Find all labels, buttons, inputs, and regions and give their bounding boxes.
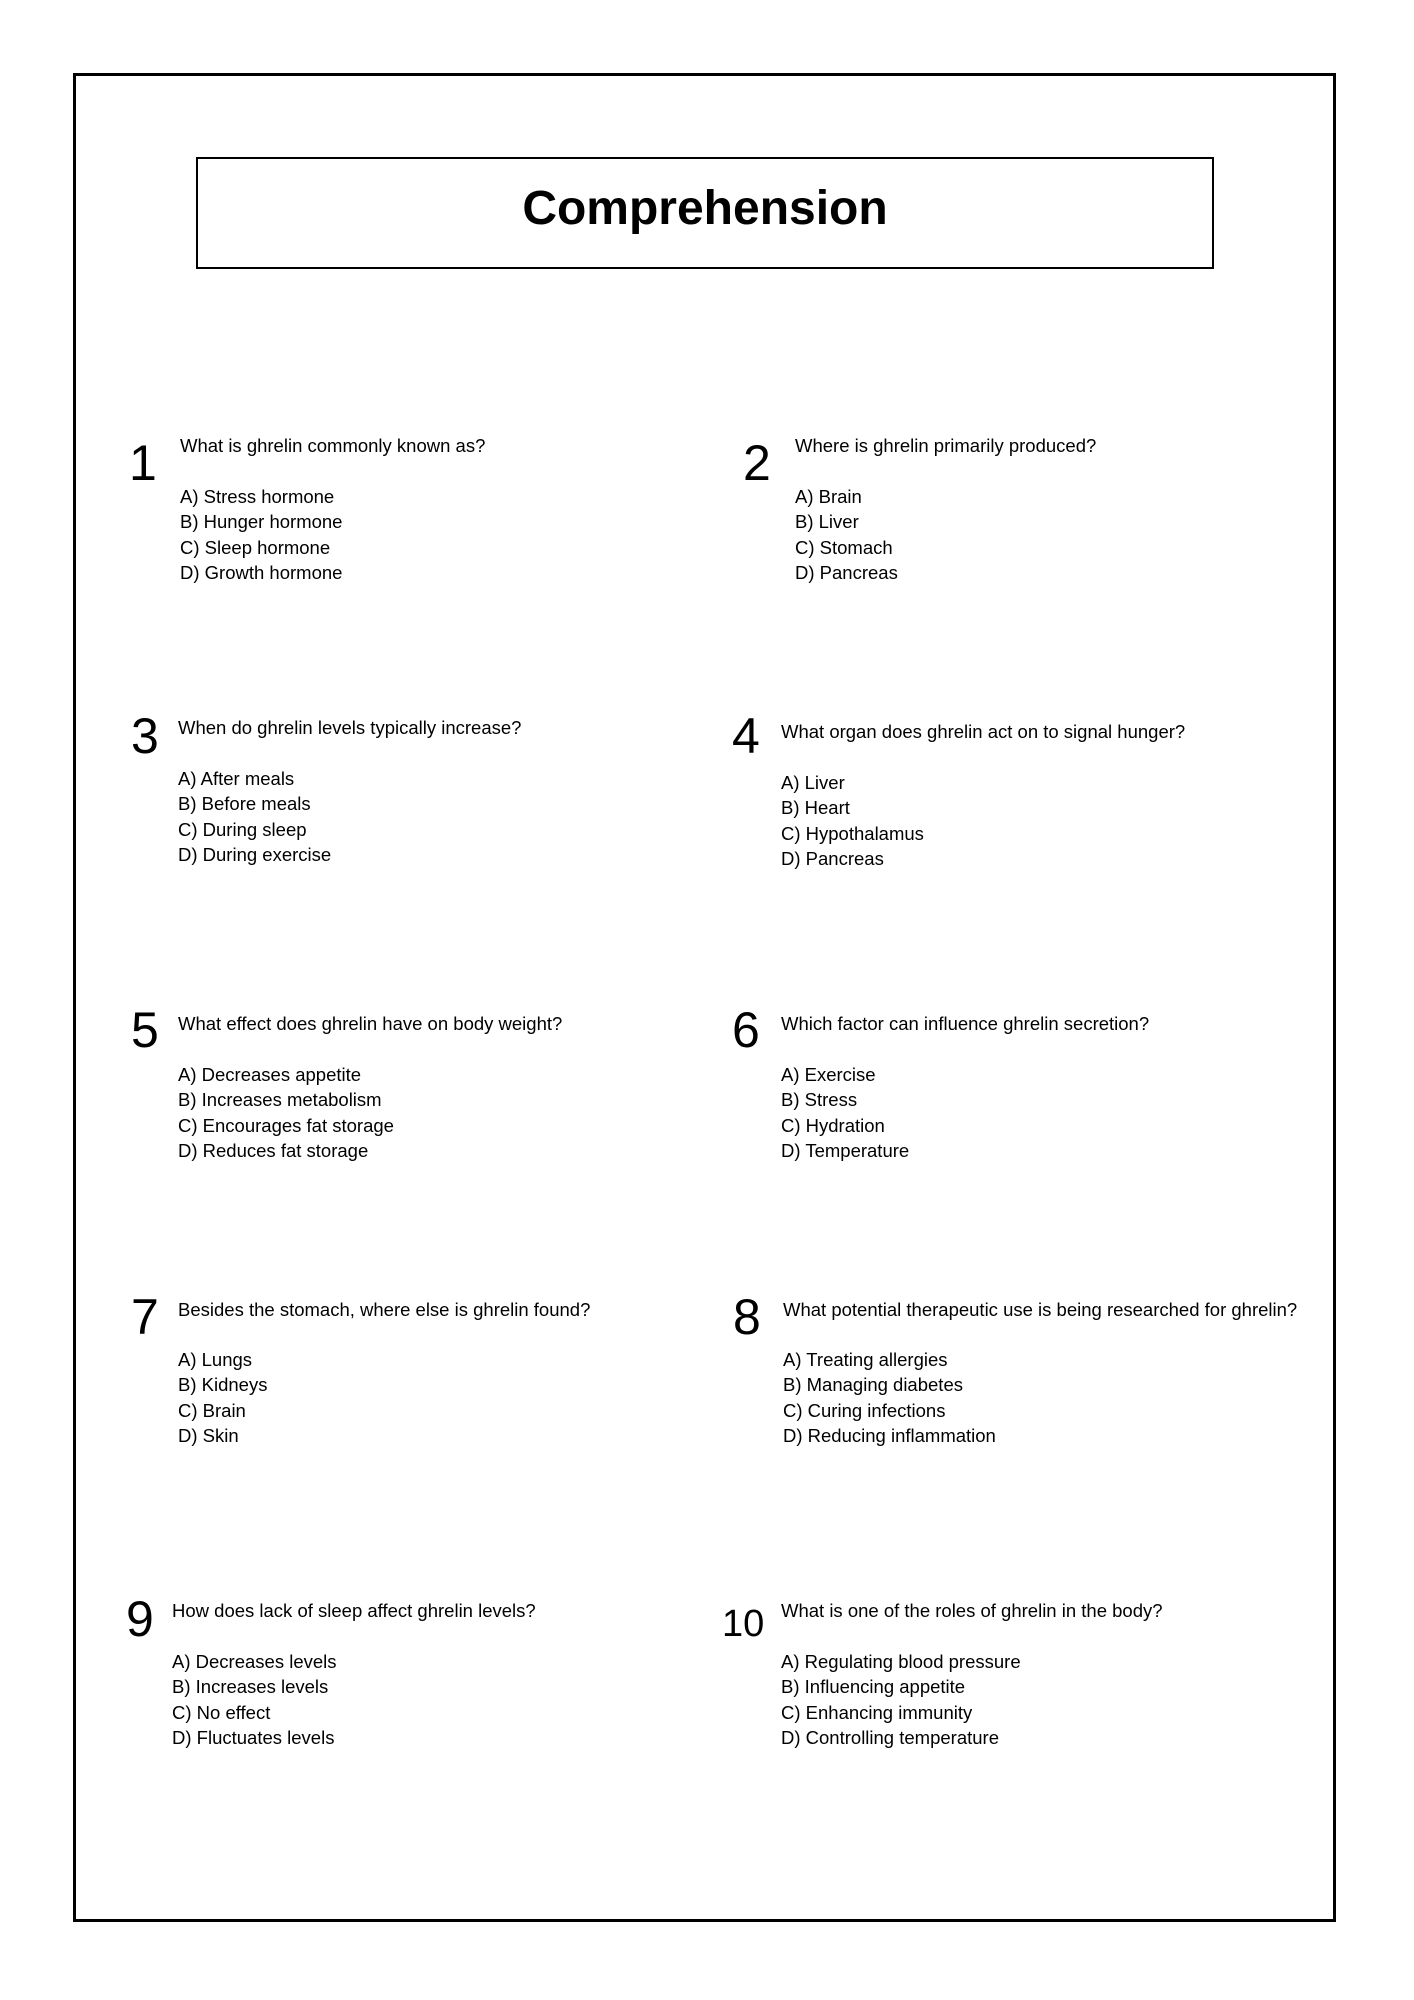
- answer-option: D) Pancreas: [781, 847, 884, 869]
- question-text: Which factor can influence ghrelin secretion?: [781, 1013, 1150, 1034]
- answer-option: C) Curing infections: [783, 1399, 946, 1421]
- question-number: 1: [129, 435, 157, 491]
- answer-option: B) Increases metabolism: [178, 1089, 382, 1111]
- answer-options: [795, 484, 898, 585]
- answer-option: A) Lungs: [178, 1349, 253, 1370]
- answer-option: A) Decreases levels: [172, 1651, 337, 1672]
- question-number: 5: [131, 1002, 159, 1058]
- question-text: What potential therapeutic use is being researched for ghrelin?: [783, 1299, 1298, 1320]
- page-border: [73, 73, 1336, 1922]
- answer-option: C) Hydration: [781, 1114, 885, 1136]
- title-box: [196, 157, 1214, 269]
- question-number: 2: [743, 435, 771, 491]
- question-text: Where is ghrelin primarily produced?: [795, 435, 1097, 456]
- answer-option: D) Reduces fat storage: [178, 1139, 369, 1161]
- question-number: 7: [131, 1289, 159, 1345]
- answer-option: B) Heart: [781, 797, 850, 819]
- answer-option: A) Stress hormone: [180, 486, 335, 507]
- answer-option: C) Enhancing immunity: [781, 1701, 973, 1723]
- answer-option: D) Growth hormone: [180, 561, 343, 583]
- answer-option: A) Regulating blood pressure: [781, 1651, 1021, 1672]
- answer-option: C) Brain: [178, 1399, 246, 1421]
- question-number: 9: [126, 1591, 154, 1647]
- answer-option: B) Kidneys: [178, 1374, 268, 1396]
- answer-option: C) Sleep hormone: [180, 536, 331, 558]
- answer-option: B) Influencing appetite: [781, 1676, 966, 1698]
- answer-option: A) Brain: [795, 486, 862, 507]
- answer-option: B) Stress: [781, 1089, 858, 1111]
- answer-option: A) Decreases appetite: [178, 1064, 362, 1085]
- answer-options: [172, 1649, 337, 1750]
- answer-option: D) Fluctuates levels: [172, 1726, 335, 1748]
- answer-option: D) Reducing inflammation: [783, 1424, 996, 1446]
- answer-option: A) After meals: [178, 768, 295, 789]
- answer-option: C) Hypothalamus: [781, 822, 924, 844]
- answer-option: D) Skin: [178, 1424, 239, 1446]
- answer-option: A) Treating allergies: [783, 1349, 948, 1370]
- answer-option: A) Exercise: [781, 1064, 876, 1085]
- answer-option: D) During exercise: [178, 843, 332, 865]
- question-number: 6: [732, 1002, 760, 1058]
- answer-option: A) Liver: [781, 772, 845, 793]
- question-text: What is one of the roles of ghrelin in the body?: [781, 1600, 1163, 1621]
- answer-option: B) Managing diabetes: [783, 1374, 963, 1396]
- answer-option: B) Increases levels: [172, 1676, 329, 1698]
- question-number: 4: [732, 708, 760, 764]
- answer-option: C) Stomach: [795, 536, 893, 558]
- question-number: 10: [722, 1603, 765, 1645]
- answer-options: [781, 1649, 1021, 1750]
- answer-option: C) During sleep: [178, 818, 307, 840]
- question-text: What is ghrelin commonly known as?: [180, 435, 486, 456]
- answer-option: B) Hunger hormone: [180, 511, 343, 533]
- answer-options: [178, 1347, 267, 1448]
- question-text: How does lack of sleep affect ghrelin levels?: [172, 1600, 536, 1621]
- answer-option: D) Temperature: [781, 1139, 910, 1161]
- answer-options: [178, 766, 331, 867]
- answer-option: B) Before meals: [178, 793, 311, 815]
- answer-options: [781, 770, 924, 871]
- answer-options: [781, 1062, 909, 1163]
- question-text: What organ does ghrelin act on to signal hunger?: [781, 721, 1186, 742]
- question-number: 8: [733, 1289, 761, 1345]
- question-text: What effect does ghrelin have on body weight?: [178, 1013, 563, 1034]
- answer-option: D) Pancreas: [795, 561, 898, 583]
- answer-options: [178, 1062, 394, 1163]
- answer-options: [783, 1347, 996, 1448]
- answer-options: [180, 484, 342, 585]
- page-title: Comprehension: [522, 182, 888, 235]
- question-text: Besides the stomach, where else is ghrelin found?: [178, 1299, 591, 1320]
- answer-option: D) Controlling temperature: [781, 1726, 999, 1748]
- answer-option: C) Encourages fat storage: [178, 1114, 394, 1136]
- question-text: When do ghrelin levels typically increase?: [178, 717, 522, 738]
- answer-option: B) Liver: [795, 511, 859, 533]
- answer-option: C) No effect: [172, 1701, 271, 1723]
- question-number: 3: [131, 708, 159, 764]
